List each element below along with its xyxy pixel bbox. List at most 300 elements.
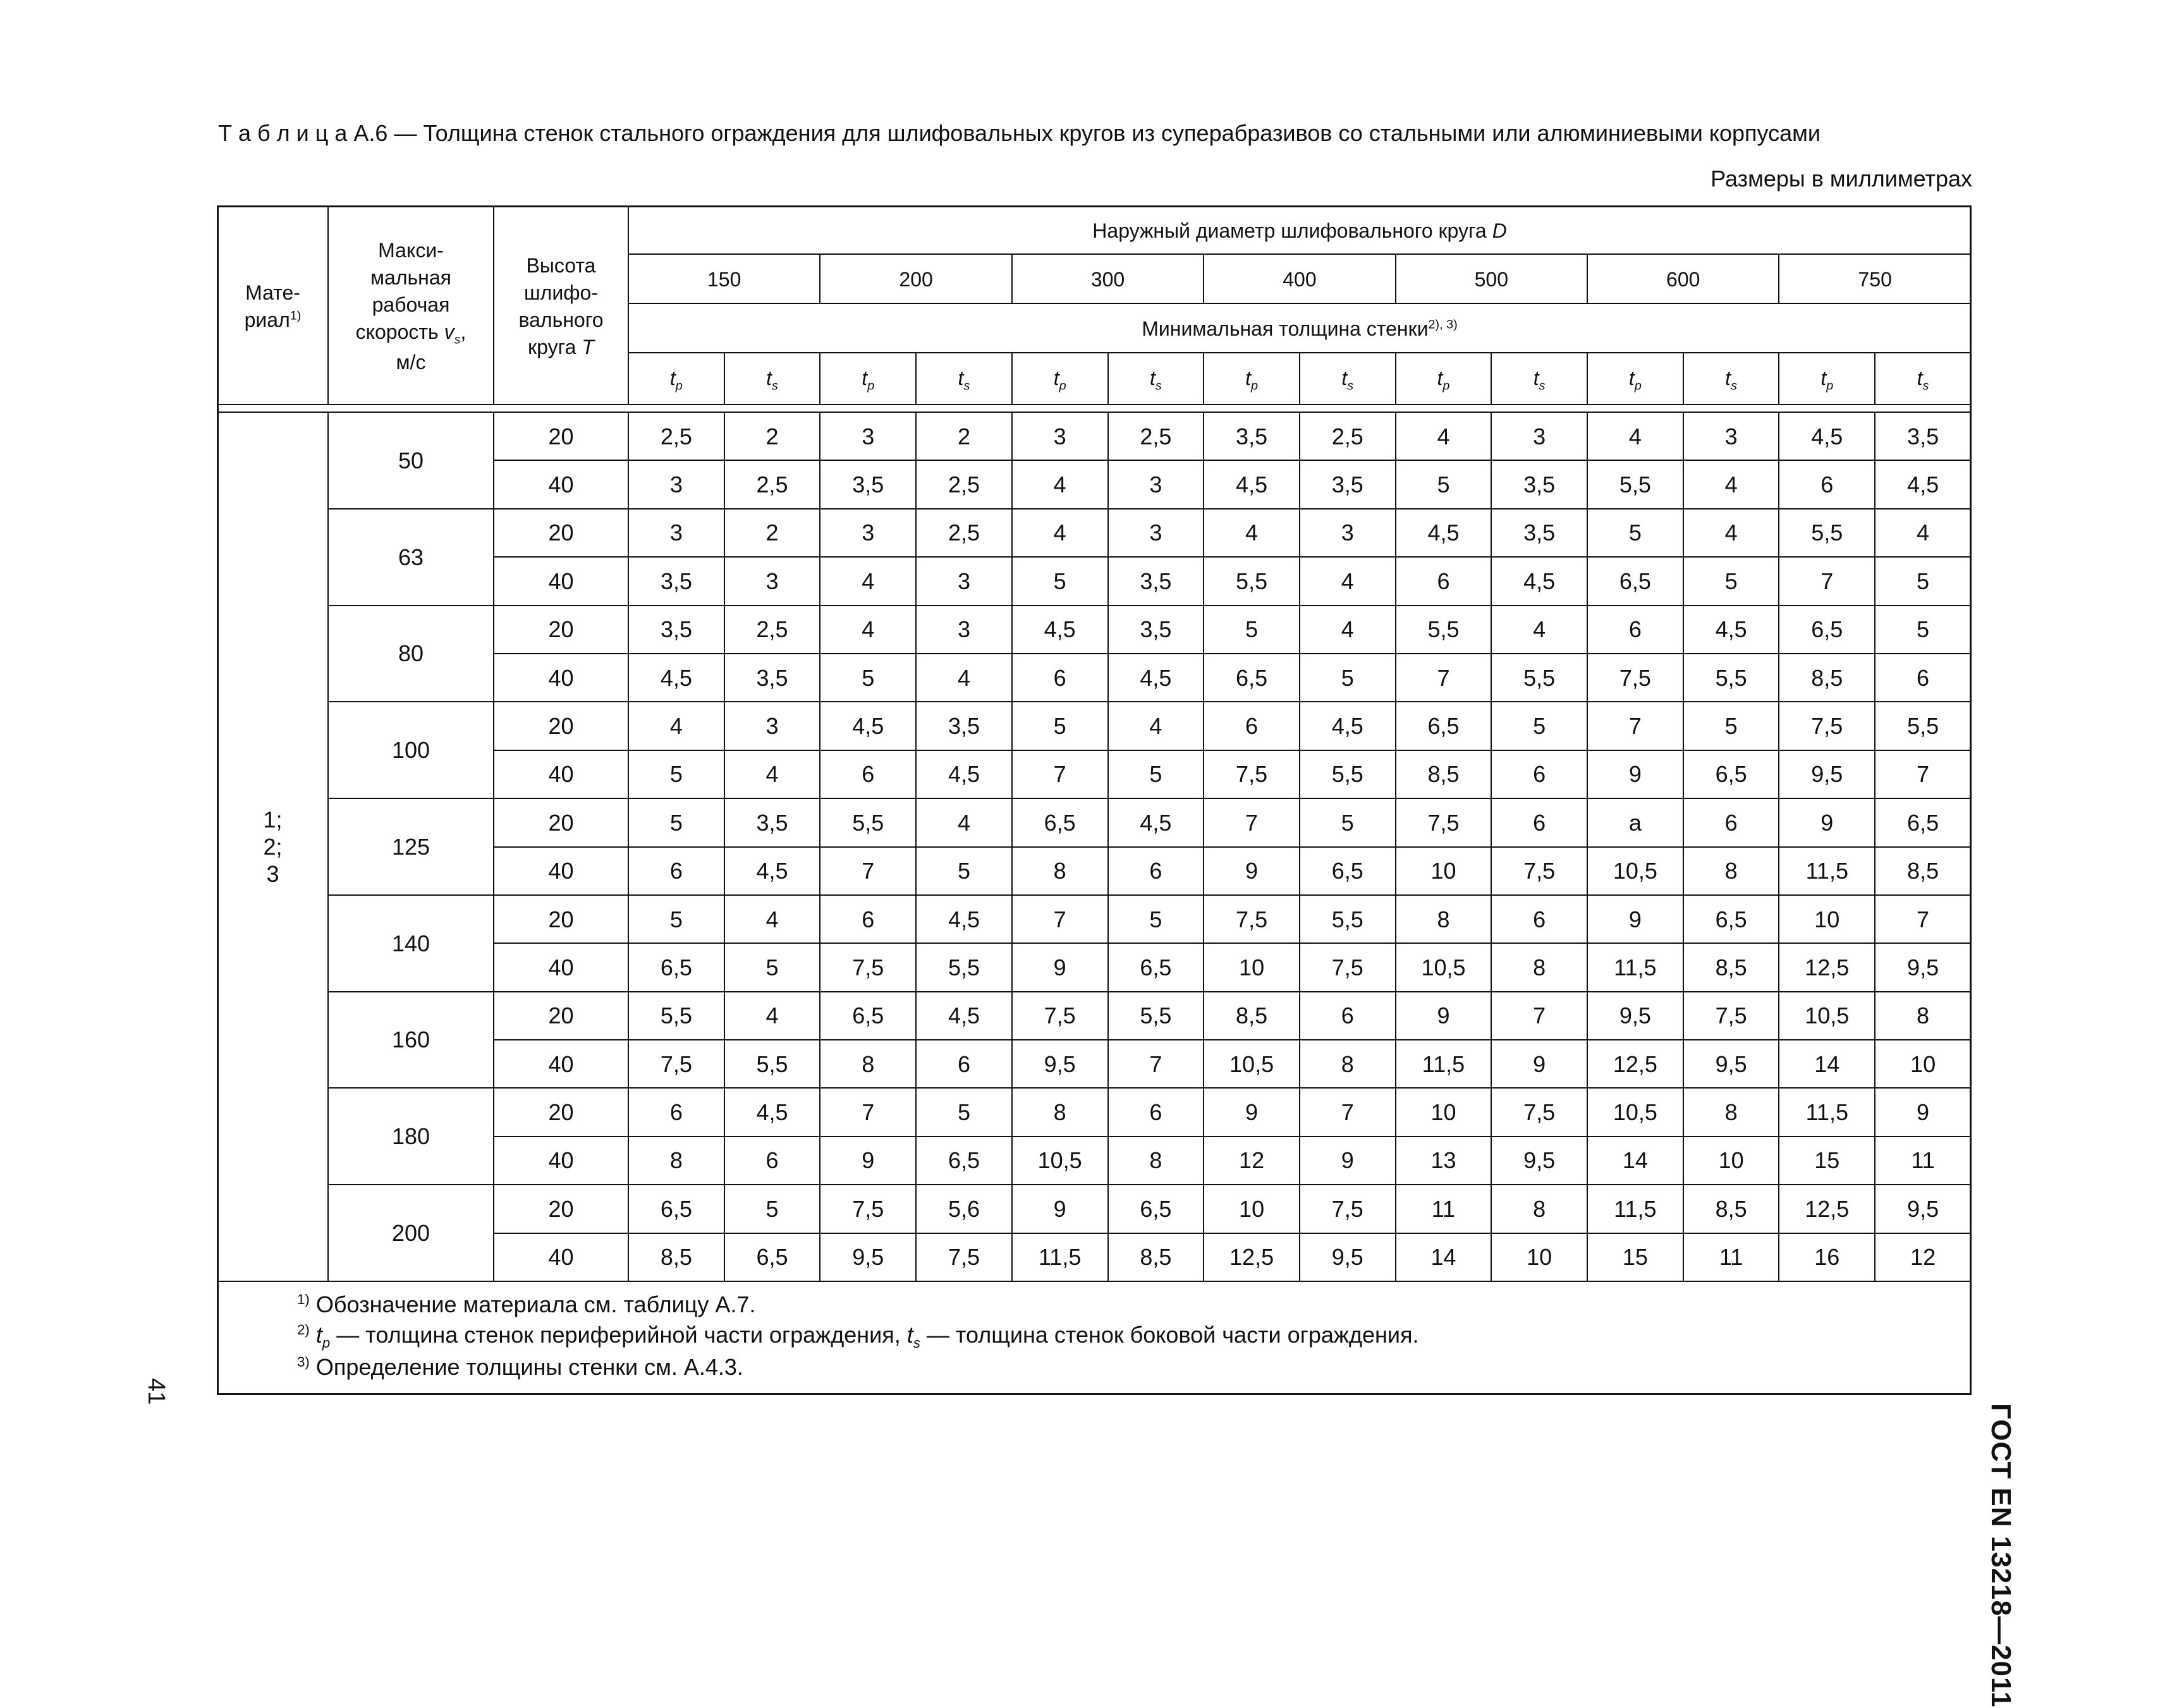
value-cell: 5,5 <box>916 943 1012 991</box>
value-cell: 7 <box>1779 557 1875 605</box>
value-cell: 4,5 <box>1779 412 1875 460</box>
value-cell: 14 <box>1396 1233 1492 1281</box>
value-cell: 7 <box>1012 895 1108 943</box>
value-cell: 4 <box>1491 606 1587 654</box>
table-row <box>217 509 1971 557</box>
diameter-header: 600 <box>1587 254 1779 303</box>
page-number: 41 <box>143 1378 169 1405</box>
value-cell: 5,5 <box>1875 702 1971 750</box>
symbol-tp: $t_p$ <box>1204 353 1300 405</box>
symbol-tp: $t_p$ <box>1587 353 1683 405</box>
footnote-3: $^{3)}$ Определение толщины стенки см. А.4.3. <box>297 1354 743 1381</box>
value-cell: 6 <box>1108 847 1204 895</box>
value-cell: 8,5 <box>1683 943 1779 991</box>
value-cell: 7,5 <box>820 1185 916 1233</box>
value-cell: 7 <box>820 1088 916 1136</box>
value-cell: 6,5 <box>1108 1185 1204 1233</box>
value-cell: 9 <box>1875 1088 1971 1136</box>
value-cell: 12 <box>1875 1233 1971 1281</box>
value-cell: 8,5 <box>1396 750 1492 798</box>
value-cell: 4 <box>1300 606 1396 654</box>
diameter-header: 150 <box>628 254 820 303</box>
value-cell: 5,5 <box>1300 895 1396 943</box>
value-cell: 4 <box>724 895 820 943</box>
value-cell: 11,5 <box>1779 847 1875 895</box>
height-cell: 20 <box>494 1185 628 1233</box>
height-cell: 40 <box>494 460 628 508</box>
caption-prefix: Т а б л и ц а А.6 <box>218 120 388 146</box>
value-cell: 7,5 <box>1300 943 1396 991</box>
speed-cell: 80 <box>328 606 494 702</box>
value-cell: 8 <box>1300 1040 1396 1088</box>
value-cell: 5 <box>628 798 724 846</box>
value-cell: 9 <box>1587 895 1683 943</box>
value-cell: 4,5 <box>724 1088 820 1136</box>
value-cell: 7 <box>1875 750 1971 798</box>
value-cell: 6,5 <box>628 943 724 991</box>
height-cell: 40 <box>494 1040 628 1088</box>
value-cell: 4 <box>1875 509 1971 557</box>
value-cell: 4 <box>1300 557 1396 605</box>
speed-cell: 125 <box>328 798 494 895</box>
value-cell: 7,5 <box>820 943 916 991</box>
units-note: Размеры в миллиметрах <box>1711 166 1972 192</box>
value-cell: 2,5 <box>1108 412 1204 460</box>
value-cell: 4 <box>820 606 916 654</box>
height-cell: 40 <box>494 943 628 991</box>
value-cell: 4,5 <box>1491 557 1587 605</box>
value-cell: 8,5 <box>1779 654 1875 702</box>
value-cell: 7,5 <box>916 1233 1012 1281</box>
value-cell: 9 <box>1491 1040 1587 1088</box>
value-cell: 5 <box>628 895 724 943</box>
value-cell: 10,5 <box>1204 1040 1300 1088</box>
value-cell: 5,5 <box>820 798 916 846</box>
value-cell: 7,5 <box>1396 798 1492 846</box>
symbol-tp: $t_p$ <box>820 353 916 405</box>
value-cell: 6 <box>820 895 916 943</box>
value-cell: 4,5 <box>724 847 820 895</box>
value-cell: 7,5 <box>1204 895 1300 943</box>
value-cell: 4 <box>1108 702 1204 750</box>
value-cell: 8 <box>1491 943 1587 991</box>
height-cell: 20 <box>494 702 628 750</box>
value-cell: 2,5 <box>724 460 820 508</box>
value-cell: 2,5 <box>1300 412 1396 460</box>
speed-cell: 140 <box>328 895 494 992</box>
value-cell: 10 <box>1204 943 1300 991</box>
value-cell: 8,5 <box>1108 1233 1204 1281</box>
value-cell: 5 <box>628 750 724 798</box>
value-cell: 5 <box>1396 460 1492 508</box>
value-cell: 4,5 <box>1683 606 1779 654</box>
value-cell: 4,5 <box>1875 460 1971 508</box>
symbol-ts: $t_s$ <box>1683 353 1779 405</box>
value-cell: 4 <box>1683 509 1779 557</box>
value-cell: 4 <box>820 557 916 605</box>
height-cell: 40 <box>494 750 628 798</box>
value-cell: 12,5 <box>1779 943 1875 991</box>
value-cell: 6 <box>1491 798 1587 846</box>
value-cell: 4 <box>724 992 820 1040</box>
table-caption <box>218 120 1820 147</box>
value-cell: 6,5 <box>1683 895 1779 943</box>
symbol-tp: $t_p$ <box>1012 353 1108 405</box>
diameter-header: 200 <box>820 254 1011 303</box>
value-cell: 6 <box>628 847 724 895</box>
value-cell: 9 <box>820 1137 916 1185</box>
symbol-ts: $t_s$ <box>1108 353 1204 405</box>
height-cell: 40 <box>494 1137 628 1185</box>
value-cell: 9 <box>1204 1088 1300 1136</box>
speed-cell: 180 <box>328 1088 494 1185</box>
value-cell: 7 <box>1108 1040 1204 1088</box>
value-cell: 15 <box>1587 1233 1683 1281</box>
value-cell: 2 <box>916 412 1012 460</box>
height-cell: 20 <box>494 798 628 846</box>
value-cell: 9,5 <box>1875 943 1971 991</box>
value-cell: 7 <box>1204 798 1300 846</box>
value-cell: 9,5 <box>1587 992 1683 1040</box>
value-cell: 12,5 <box>1779 1185 1875 1233</box>
symbol-ts: $t_s$ <box>916 353 1012 405</box>
value-cell: 7 <box>1491 992 1587 1040</box>
value-cell: 5 <box>724 1185 820 1233</box>
height-cell: 20 <box>494 606 628 654</box>
value-cell: 10 <box>1779 895 1875 943</box>
value-cell: 7,5 <box>1300 1185 1396 1233</box>
table-row <box>217 992 1971 1040</box>
value-cell: 15 <box>1779 1137 1875 1185</box>
speed-cell: 100 <box>328 702 494 798</box>
height-cell: 20 <box>494 992 628 1040</box>
value-cell: 10,5 <box>1779 992 1875 1040</box>
value-cell: 2 <box>724 509 820 557</box>
symbol-ts: $t_s$ <box>724 353 820 405</box>
value-cell: 3 <box>820 509 916 557</box>
table-row <box>217 1088 1971 1136</box>
value-cell: 8 <box>1875 992 1971 1040</box>
outer-diameter-header: Наружный диаметр шлифовального круга D <box>628 206 1971 254</box>
value-cell: 4 <box>916 654 1012 702</box>
value-cell: 5 <box>820 654 916 702</box>
value-cell: 16 <box>1779 1233 1875 1281</box>
value-cell: 5 <box>1300 798 1396 846</box>
value-cell: 3,5 <box>1108 606 1204 654</box>
standard-designation: ГОСТ EN 13218—2011 <box>1985 1403 2016 1708</box>
speed-header: Макси- мальная рабочая скорость $v_s$, м/с <box>328 206 494 405</box>
value-cell: 10 <box>1396 1088 1492 1136</box>
symbol-tp: $t_p$ <box>628 353 724 405</box>
material-header: Мате-риал$^{1)}$ <box>217 206 328 405</box>
value-cell: 8 <box>1012 1088 1108 1136</box>
value-cell: 3 <box>1683 412 1779 460</box>
value-cell: 4,5 <box>1204 460 1300 508</box>
value-cell: 6,5 <box>820 992 916 1040</box>
height-cell: 40 <box>494 557 628 605</box>
value-cell: 3 <box>1300 509 1396 557</box>
value-cell: 6 <box>1204 702 1300 750</box>
value-cell: 5 <box>1204 606 1300 654</box>
value-cell: 7,5 <box>1012 992 1108 1040</box>
value-cell: 14 <box>1779 1040 1875 1088</box>
min-thickness-header: Минимальная толщина стенки$^{2), 3)}$ <box>628 303 1971 353</box>
value-cell: 3 <box>916 557 1012 605</box>
speed-cell: 50 <box>328 412 494 509</box>
value-cell: 3,5 <box>820 460 916 508</box>
value-cell: 5,5 <box>628 992 724 1040</box>
value-cell: 9 <box>1012 1185 1108 1233</box>
symbol-tp: $t_p$ <box>1396 353 1492 405</box>
value-cell: 3 <box>916 606 1012 654</box>
value-cell: 6 <box>1779 460 1875 508</box>
value-cell: 2,5 <box>724 606 820 654</box>
value-cell: 9 <box>1300 1137 1396 1185</box>
value-cell: 7 <box>820 847 916 895</box>
value-cell: 5,5 <box>1683 654 1779 702</box>
symbol-ts: $t_s$ <box>1300 353 1396 405</box>
value-cell: 3 <box>628 509 724 557</box>
value-cell: 8,5 <box>1875 847 1971 895</box>
value-cell: 6 <box>916 1040 1012 1088</box>
value-cell: 6,5 <box>1012 798 1108 846</box>
value-cell: 11,5 <box>1012 1233 1108 1281</box>
value-cell: 10 <box>1204 1185 1300 1233</box>
value-cell: 6 <box>628 1088 724 1136</box>
height-header: Высота шлифо- вального круга T <box>494 206 628 405</box>
speed-cell: 160 <box>328 992 494 1089</box>
value-cell: 4,5 <box>820 702 916 750</box>
value-cell: 3 <box>1108 509 1204 557</box>
value-cell: 6,5 <box>1108 943 1204 991</box>
value-cell: 6 <box>1491 895 1587 943</box>
value-cell: 6 <box>1875 654 1971 702</box>
value-cell: 9 <box>1012 943 1108 991</box>
height-cell: 20 <box>494 412 628 460</box>
table-row <box>217 1185 1971 1233</box>
value-cell: 12,5 <box>1587 1040 1683 1088</box>
speed-cell: 200 <box>328 1185 494 1281</box>
footnotes <box>297 1290 1418 1382</box>
value-cell: 3,5 <box>1204 412 1300 460</box>
value-cell: 6,5 <box>916 1137 1012 1185</box>
value-cell: 3 <box>820 412 916 460</box>
value-cell: 2 <box>724 412 820 460</box>
value-cell: 7 <box>1300 1088 1396 1136</box>
value-cell: 9,5 <box>1012 1040 1108 1088</box>
value-cell: 4 <box>916 798 1012 846</box>
value-cell: 9 <box>1396 992 1492 1040</box>
value-cell: 6,5 <box>1300 847 1396 895</box>
value-cell: 7 <box>1396 654 1492 702</box>
value-cell: 5,5 <box>724 1040 820 1088</box>
value-cell: 6 <box>724 1137 820 1185</box>
value-cell: 2,5 <box>916 509 1012 557</box>
value-cell: 9 <box>1204 847 1300 895</box>
value-cell: 7,5 <box>628 1040 724 1088</box>
value-cell: 7,5 <box>1683 992 1779 1040</box>
value-cell: 5,5 <box>1300 750 1396 798</box>
value-cell: 4 <box>1204 509 1300 557</box>
value-cell: 5,5 <box>1587 460 1683 508</box>
value-cell: 6,5 <box>1683 750 1779 798</box>
value-cell: 5,5 <box>1779 509 1875 557</box>
value-cell: 7,5 <box>1587 654 1683 702</box>
value-cell: 6,5 <box>628 1185 724 1233</box>
symbol-tp: $t_p$ <box>1779 353 1875 405</box>
value-cell: 6,5 <box>724 1233 820 1281</box>
value-cell: 10,5 <box>1396 943 1492 991</box>
value-cell: 6 <box>1683 798 1779 846</box>
value-cell: 3 <box>1491 412 1587 460</box>
diameter-header: 300 <box>1012 254 1204 303</box>
height-cell: 20 <box>494 509 628 557</box>
value-cell: 14 <box>1587 1137 1683 1185</box>
value-cell: 4 <box>1012 460 1108 508</box>
value-cell: 11 <box>1396 1185 1492 1233</box>
value-cell: 3,5 <box>916 702 1012 750</box>
value-cell: 5 <box>724 943 820 991</box>
diameter-header: 400 <box>1204 254 1395 303</box>
value-cell: 3,5 <box>628 557 724 605</box>
value-cell: 7,5 <box>1779 702 1875 750</box>
value-cell: 10,5 <box>1587 847 1683 895</box>
value-cell: 8 <box>628 1137 724 1185</box>
value-cell: 5,5 <box>1108 992 1204 1040</box>
height-cell: 20 <box>494 895 628 943</box>
table-row <box>217 895 1971 943</box>
value-cell: 10 <box>1396 847 1492 895</box>
table-row <box>217 606 1971 654</box>
value-cell: 5,5 <box>1491 654 1587 702</box>
value-cell: 4,5 <box>916 992 1012 1040</box>
table-row <box>217 702 1971 750</box>
value-cell: 5 <box>1108 895 1204 943</box>
value-cell: 8,5 <box>1204 992 1300 1040</box>
value-cell: 4,5 <box>628 654 724 702</box>
value-cell: 4,5 <box>1300 702 1396 750</box>
value-cell: 6 <box>1396 557 1492 605</box>
value-cell: 9 <box>1779 798 1875 846</box>
value-cell: 3,5 <box>1300 460 1396 508</box>
value-cell: 5 <box>1108 750 1204 798</box>
value-cell: 12 <box>1204 1137 1300 1185</box>
symbol-ts: $t_s$ <box>1875 353 1971 405</box>
value-cell: 8 <box>1108 1137 1204 1185</box>
value-cell: 3 <box>628 460 724 508</box>
height-cell: 20 <box>494 1088 628 1136</box>
value-cell: 5 <box>1875 606 1971 654</box>
value-cell: 9,5 <box>1779 750 1875 798</box>
table-row <box>217 798 1971 846</box>
value-cell: 10 <box>1491 1233 1587 1281</box>
value-cell: 6 <box>1012 654 1108 702</box>
value-cell: 4 <box>1012 509 1108 557</box>
value-cell: 5 <box>1012 557 1108 605</box>
value-cell: 7,5 <box>1491 847 1587 895</box>
value-cell: 4 <box>724 750 820 798</box>
value-cell: 8,5 <box>1683 1185 1779 1233</box>
value-cell: 11 <box>1683 1233 1779 1281</box>
value-cell: 5 <box>1875 557 1971 605</box>
height-cell: 40 <box>494 847 628 895</box>
value-cell: 9,5 <box>1300 1233 1396 1281</box>
value-cell: 5 <box>1683 557 1779 605</box>
value-cell: 3,5 <box>724 798 820 846</box>
value-cell: 6,5 <box>1587 557 1683 605</box>
value-cell: 4,5 <box>1108 654 1204 702</box>
value-cell: 7 <box>1875 895 1971 943</box>
value-cell: 13 <box>1396 1137 1492 1185</box>
height-cell: 40 <box>494 654 628 702</box>
value-cell: 7 <box>1012 750 1108 798</box>
value-cell: 5,5 <box>1204 557 1300 605</box>
value-cell: 11,5 <box>1396 1040 1492 1088</box>
value-cell: 6 <box>1491 750 1587 798</box>
value-cell: 11 <box>1875 1137 1971 1185</box>
value-cell: 3,5 <box>628 606 724 654</box>
value-cell: 6,5 <box>1396 702 1492 750</box>
value-cell: 6 <box>820 750 916 798</box>
footnote-2: $^{2)}$ $t_p$ — толщина стенок периферийной части ограждения, $t_s$ — толщина стенок боковой части ограждения. <box>297 1321 1419 1351</box>
value-cell: 5 <box>916 1088 1012 1136</box>
value-cell: 8 <box>1396 895 1492 943</box>
value-cell: 12,5 <box>1204 1233 1300 1281</box>
value-cell: 4 <box>1396 412 1492 460</box>
value-cell: 9,5 <box>1875 1185 1971 1233</box>
value-cell: 3 <box>724 702 820 750</box>
value-cell: 11,5 <box>1587 943 1683 991</box>
value-cell: 9 <box>1587 750 1683 798</box>
value-cell: 5,6 <box>916 1185 1012 1233</box>
material-cell: 1; 2; 3 <box>217 412 328 1281</box>
value-cell: 5 <box>1683 702 1779 750</box>
value-cell: 5 <box>1587 509 1683 557</box>
value-cell: 3,5 <box>1491 509 1587 557</box>
value-cell: 3,5 <box>724 654 820 702</box>
value-cell: 4,5 <box>916 750 1012 798</box>
value-cell: 9,5 <box>820 1233 916 1281</box>
value-cell: 4 <box>1587 412 1683 460</box>
value-cell: 3 <box>1108 460 1204 508</box>
value-cell: 9,5 <box>1683 1040 1779 1088</box>
value-cell: 6 <box>1587 606 1683 654</box>
value-cell: 7 <box>1587 702 1683 750</box>
speed-cell: 63 <box>328 509 494 606</box>
value-cell: 6,5 <box>1779 606 1875 654</box>
value-cell: 6 <box>1300 992 1396 1040</box>
value-cell: 11,5 <box>1587 1185 1683 1233</box>
value-cell: 2,5 <box>916 460 1012 508</box>
value-cell: 10,5 <box>1587 1088 1683 1136</box>
value-cell: 10 <box>1683 1137 1779 1185</box>
value-cell: 4,5 <box>1012 606 1108 654</box>
value-cell: 11,5 <box>1779 1088 1875 1136</box>
footnote-1: $^{1)}$ Обозначение материала см. таблицу А.7. <box>297 1291 756 1317</box>
caption-text: — Толщина стенок стального ограждения для шлифовальных кругов из суперабразивов со стальными или алюминиевыми корпусами <box>387 120 1821 146</box>
symbol-ts: $t_s$ <box>1491 353 1587 405</box>
thickness-table <box>217 205 1972 1282</box>
value-cell: 8 <box>1683 847 1779 895</box>
value-cell: 3,5 <box>1875 412 1971 460</box>
value-cell: 4 <box>628 702 724 750</box>
value-cell: 4,5 <box>1108 798 1204 846</box>
value-cell: 10 <box>1875 1040 1971 1088</box>
value-cell: 8 <box>1012 847 1108 895</box>
value-cell: 9,5 <box>1491 1137 1587 1185</box>
value-cell: 6,5 <box>1204 654 1300 702</box>
value-cell: 8 <box>1683 1088 1779 1136</box>
